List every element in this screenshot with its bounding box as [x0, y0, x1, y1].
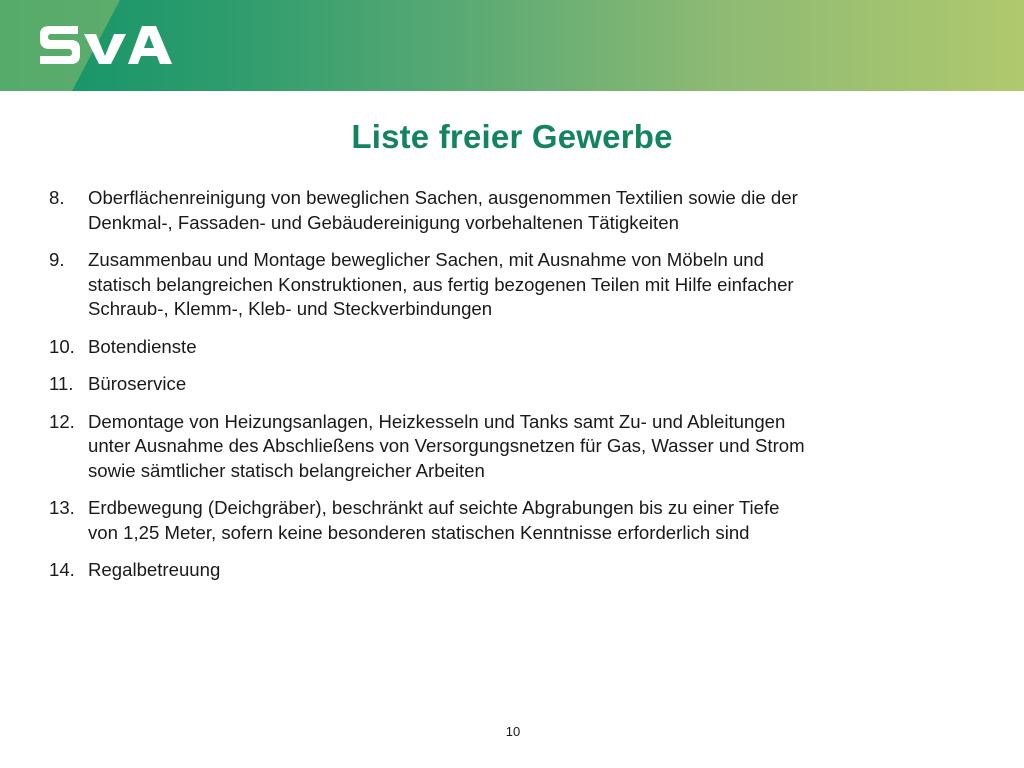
list-item-number: 9.: [49, 249, 65, 270]
slide-title: Liste freier Gewerbe: [351, 118, 673, 155]
list-item-number: 10.: [49, 335, 75, 357]
list-item-text: Zusammenbau und Montage beweglicher Sachen, mit Ausnahme von Möbeln und statisch belangreichen Konstruktionen, aus fertig bezogenen Teilen mit Hilfe einfacher Schraub-, Klemm-, Kleb- und Steckverbindungen: [88, 249, 794, 319]
list-item-text: Regalbetreuung: [88, 559, 221, 580]
trade-list: [49, 186, 989, 596]
list-item: [49, 248, 989, 322]
list-item: [49, 372, 989, 397]
list-item: [49, 410, 989, 484]
list-item: [49, 558, 989, 583]
list-item-text: Botendienste: [88, 335, 197, 357]
list-item-text: Demontage von Heizungsanlagen, Heizkesseln und Tanks samt Zu- und Ableitungen unter Ausnahme des Abschließens von Versorgungsnetzen für Gas, Wasser und Strom sowie sämtlicher statisch belangreicher Arbeiten: [88, 410, 805, 481]
list-item-number: 11.: [49, 373, 74, 394]
list-item-number: 12.: [49, 410, 75, 432]
list-item-number: 14.: [49, 559, 75, 580]
sva-logo: [38, 22, 178, 70]
list-item: [49, 335, 989, 360]
list-item-number: 13.: [49, 497, 75, 518]
list-item: [49, 186, 989, 235]
header-band: [0, 0, 1024, 91]
page-number: 10: [505, 724, 521, 739]
list-item-text: Erdbewegung (Deichgräber), beschränkt auf seichte Abgrabungen bis zu einer Tiefe von 1,25 Meter, sofern keine besonderen statischen Kenntnisse erforderlich sind: [88, 497, 780, 543]
list-item-text: Büroservice: [88, 373, 187, 394]
list-item: [49, 496, 989, 545]
list-item-text: Oberflächenreinigung von beweglichen Sachen, ausgenommen Textilien sowie die der Denkmal-, Fassaden- und Gebäudereinigung vorbehaltenen Tätigkeiten: [88, 187, 798, 233]
list-item-number: 8.: [49, 187, 65, 208]
